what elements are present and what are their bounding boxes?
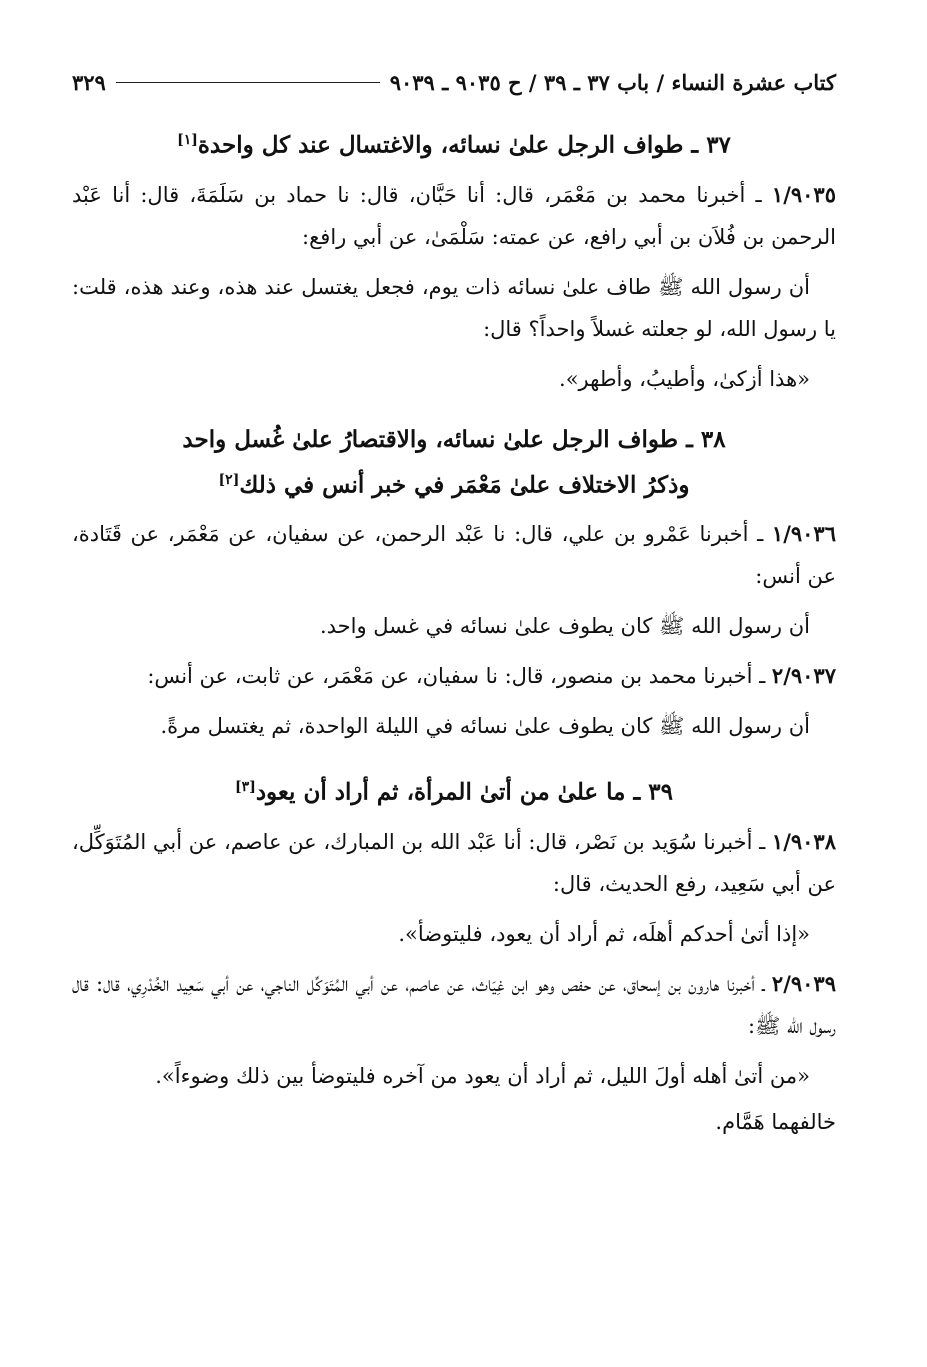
hadith-number: ١/٩٠٣٨ [771,828,836,854]
isnad-text: ـ أخبرنا محمد بن منصور، قال: نا سفيان، عن مَعْمَر، عن ثابت، عن أنس: [147,664,772,689]
hadith-number: ١/٩٠٣٥ [771,181,836,207]
running-title: كتاب عشرة النساء / باب ٣٧ ـ ٣٩ / ح ٩٠٣٥ ـ ٩٠٣٩ [389,69,836,95]
hadith-9035-quote: «هذا أزكىٰ، وأطيبُ، وأطهر». [559,366,810,391]
isnad-text: ـ أخبرنا سُوَيد بن نَصْر، قال: أنا عَبْد الله بن المبارك، عن عاصم، عن أبي المُتَوَكِّل، عن أبي سَعِيد، رفع الحديث، قال: [72,829,836,896]
hadith-9038-quote: «إذا أتىٰ أحدكم أهلَه، ثم أراد أن يعود، فليتوضأ». [398,921,810,946]
chapter-39-heading [72,767,836,813]
hadith-9036-matn: أن رسول الله ﷺ كان يطوف علىٰ نسائه في غسل واحد. [319,614,810,639]
header-rule [116,82,380,83]
chapter-37-title: ٣٧ ـ طواف الرجل علىٰ نسائه، والاغتسال عند كل واحدة [197,131,731,159]
chapter-38-title-line2-wrap [72,460,836,506]
chapter-39-title: ٣٩ ـ ما علىٰ من أتىٰ المرأة، ثم أراد أن يعود [255,778,673,806]
chapter-38-title-line2: وذكرُ الاختلاف علىٰ مَعْمَر في خبر أنس في ذلك [239,471,690,499]
footnote-ref-2: [٢] [218,471,240,488]
isnad-text: ـ أخبرنا عَمْرو بن علي، قال: نا عَبْد الرحمن، عن سفيان، عن مَعْمَر، عن قَتَادة، عن أنس: [72,522,836,589]
hadith-9035-isnad [72,174,836,258]
hadith-9037-matn: أن رسول الله ﷺ كان يطوف علىٰ نسائه في الليلة الواحدة، ثم يغتسل مرةً. [160,714,810,739]
chapter-37-heading [72,120,836,166]
footnote-ref-1: [١] [177,132,198,148]
hadith-number: ٢/٩٠٣٩ [771,970,836,996]
hadith-number: ٢/٩٠٣٧ [771,663,836,689]
hadith-9035-matn: أن رسول الله ﷺ طاف علىٰ نسائه ذات يوم، فجعل يغتسل عند هذه، وعند هذه، قلت: يا رسول الله، لو جعلته غسلاً واحداً؟ قال: [72,274,836,341]
footnote-ref-3: [٣] [235,779,256,796]
book-page [72,62,836,1151]
hadith-number: ١/٩٠٣٦ [771,521,836,547]
isnad-text: ـ أخبرنا محمد بن مَعْمَر، قال: أنا حَبَّان، قال: نا حماد بن سَلَمَةَ، قال: أنا عَبْد الرحمن بن فُلاَن بن أبي رافع، عن عمته: سَلْمَىٰ، عن أبي رافع: [72,182,836,249]
running-header [72,62,836,102]
chapter-38-heading [72,420,836,506]
isnad-text: ـ أخبرنا هارون بن إسحاق، عن حفص وهو ابن غِيَاث، عن عاصم، عن أبي المُتَوَكِّل الناجي، عن أبي سَعِيد الخُدْرِي، قال: قال رسول الله ﷺ: [72,971,836,1038]
hadith-9037-isnad [72,655,836,697]
chapter-38-title-line1: ٣٨ ـ طواف الرجل علىٰ نسائه، والاقتصارُ علىٰ غُسل واحد [182,425,726,453]
hadith-9038-isnad [72,821,836,905]
hadith-9039-quote: «من أتىٰ أهله أولَ الليل، ثم أراد أن يعود من آخره فليتوضأ بين ذلك وضوءاً». [155,1063,810,1088]
hadith-9036-isnad [72,513,836,597]
hadith-9039-note: خالفهما هَمَّام. [715,1109,836,1134]
page-number: ٣٢٩ [72,69,106,95]
hadith-9039-isnad [72,963,836,1047]
